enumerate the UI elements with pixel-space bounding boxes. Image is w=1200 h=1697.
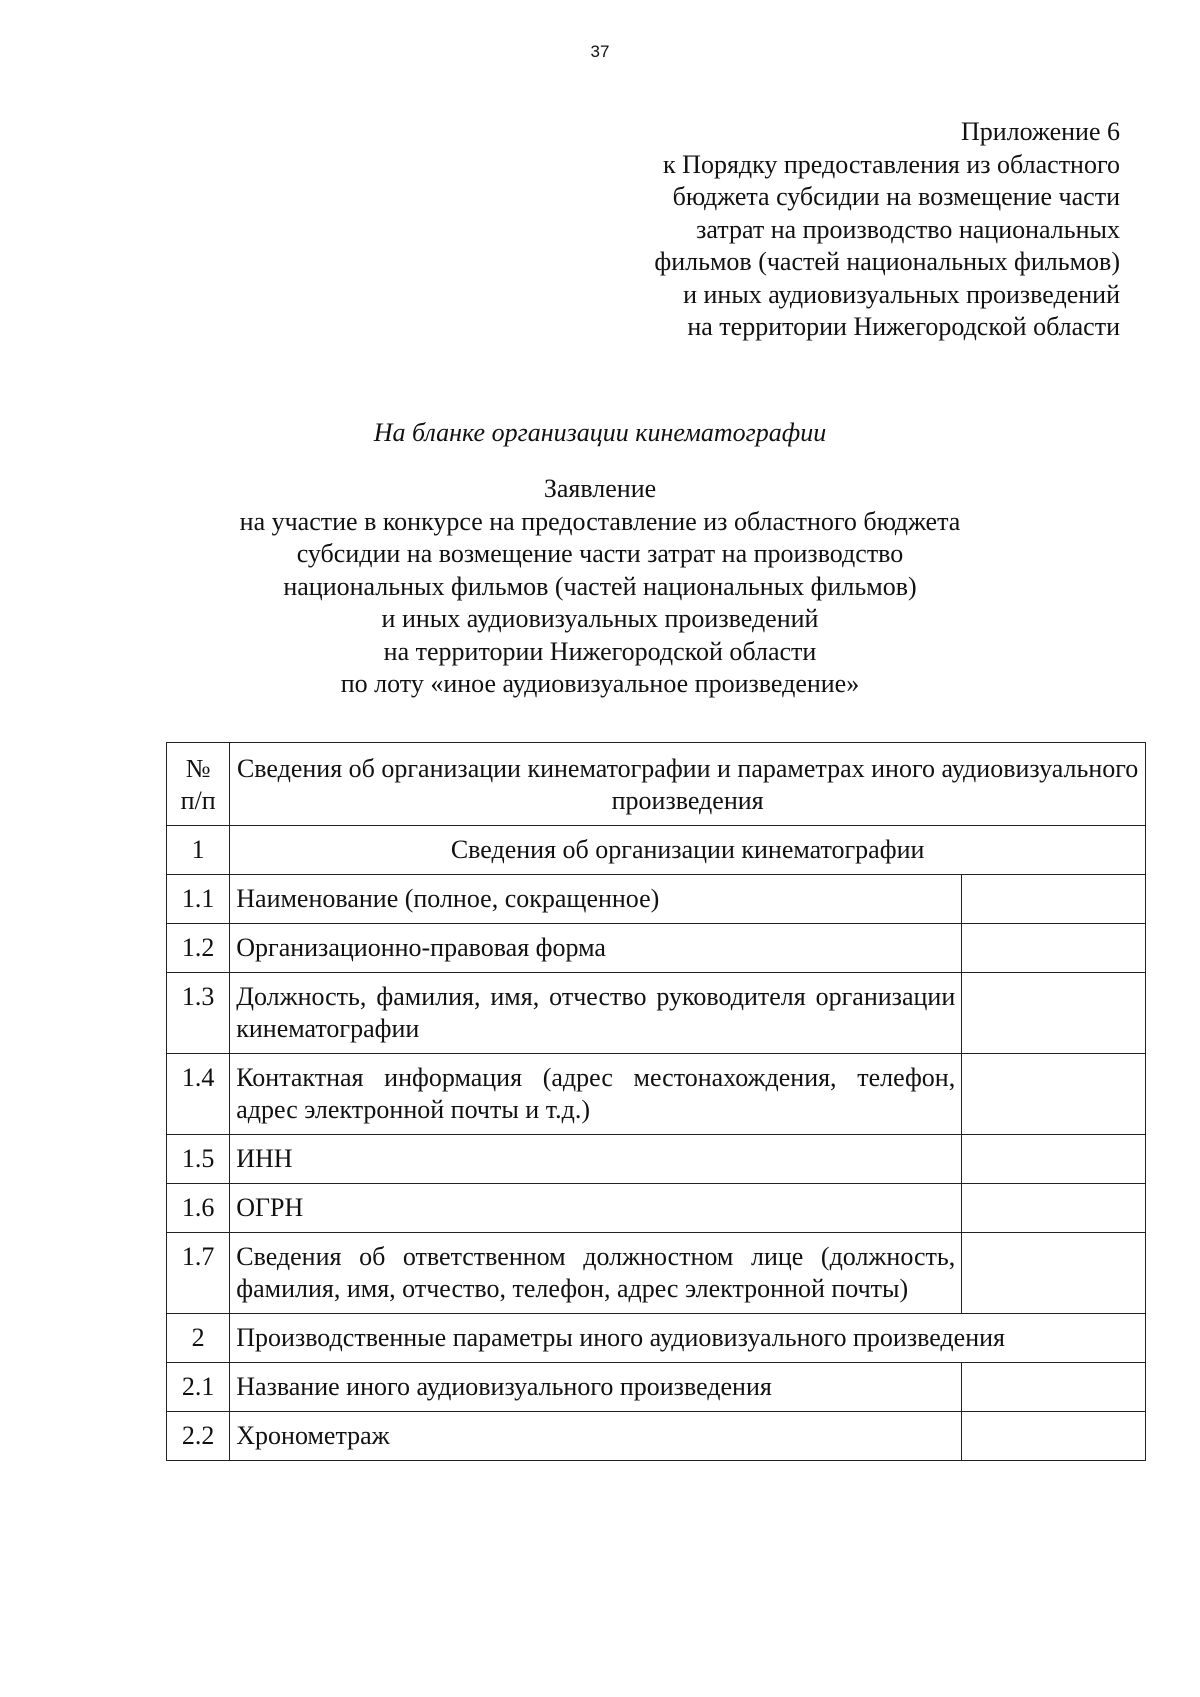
table-row	[167, 1184, 1146, 1233]
title-line: Заявление	[543, 474, 657, 503]
row-label-cell: ИНН	[230, 1135, 962, 1184]
letterhead-note: На бланке организации кинематографии	[373, 418, 827, 447]
table-row	[167, 1233, 1146, 1314]
table-row	[167, 973, 1146, 1054]
row-label-cell: Хронометраж	[230, 1412, 962, 1461]
row-num-cell: 1.6	[167, 1184, 230, 1233]
row-num-cell: 1.7	[167, 1233, 230, 1314]
appendix-line: на территории Нижегородской области	[687, 312, 1120, 341]
section-row	[167, 1314, 1146, 1363]
row-label-cell: Название иного аудиовизуального произведения	[230, 1363, 962, 1412]
appendix-line: Приложение 6	[960, 117, 1120, 146]
row-label-cell: Сведения об ответственном должностном лице (должность, фамилия, имя, отчество, телефон, адрес электронной почты)	[230, 1233, 962, 1314]
title-line: и иных аудиовизуальных произведений	[381, 604, 819, 633]
appendix-line: к Порядку предоставления из областного	[663, 149, 1120, 179]
header-num-cell: № п/п	[167, 743, 230, 826]
appendix-line: фильмов (частей национальных фильмов)	[654, 247, 1120, 276]
section-label-cell: Сведения об организации кинематографии	[230, 826, 1146, 875]
row-value-cell[interactable]	[962, 1412, 1146, 1461]
row-value-cell[interactable]	[962, 973, 1146, 1054]
title-line: субсидии на возмещение части затрат на производство	[296, 539, 904, 568]
row-num-cell: 1.5	[167, 1135, 230, 1184]
row-num-cell: 1.2	[167, 924, 230, 973]
row-num-cell: 2.1	[167, 1363, 230, 1412]
title-line: на участие в конкурсе на предоставление из областного бюджета	[239, 506, 961, 536]
title-line: на территории Нижегородской области	[383, 636, 817, 666]
row-label-cell: ОГРН	[230, 1184, 962, 1233]
section-row	[167, 826, 1146, 875]
table-row	[167, 875, 1146, 924]
row-value-cell[interactable]	[962, 1054, 1146, 1135]
row-label-cell: Контактная информация (адрес местонахождения, телефон, адрес электронной почты и т.д.)	[230, 1054, 962, 1135]
table-row	[167, 1363, 1146, 1412]
table-header-row	[167, 743, 1146, 826]
appendix-line: и иных аудиовизуальных произведений	[683, 279, 1120, 309]
row-num-cell: 2.2	[167, 1412, 230, 1461]
row-value-cell[interactable]	[962, 1233, 1146, 1314]
table-row	[167, 1412, 1146, 1461]
row-num-cell: 1.3	[167, 973, 230, 1054]
page-number: 37	[590, 42, 610, 61]
document-title	[0, 473, 1200, 701]
row-value-cell[interactable]	[962, 1184, 1146, 1233]
section-num-cell: 2	[167, 1314, 230, 1363]
row-value-cell[interactable]	[962, 875, 1146, 924]
row-num-cell: 1.1	[167, 875, 230, 924]
row-value-cell[interactable]	[962, 924, 1146, 973]
table-row	[167, 1054, 1146, 1135]
header-label-cell: Сведения об организации кинематографии и параметрах иного аудиовизуального произведения	[230, 743, 1146, 826]
row-value-cell[interactable]	[962, 1135, 1146, 1184]
row-num-cell: 1.4	[167, 1054, 230, 1135]
row-label-cell: Должность, фамилия, имя, отчество руководителя организации кинематографии	[230, 973, 962, 1054]
table-row	[167, 924, 1146, 973]
appendix-line: затрат на производство национальных	[696, 214, 1120, 244]
section-num-cell: 1	[167, 826, 230, 875]
application-form-table	[166, 742, 1146, 1461]
appendix-line: бюджета субсидии на возмещение части	[672, 182, 1120, 211]
appendix-block	[500, 116, 1120, 344]
title-line: по лоту «иное аудиовизуальное произведение»	[340, 669, 860, 698]
row-label-cell: Наименование (полное, сокращенное)	[230, 875, 962, 924]
section-label-cell: Производственные параметры иного аудиовизуального произведения	[230, 1314, 1146, 1363]
table-row	[167, 1135, 1146, 1184]
row-value-cell[interactable]	[962, 1363, 1146, 1412]
row-label-cell: Организационно-правовая форма	[230, 924, 962, 973]
title-line: национальных фильмов (частей национальных фильмов)	[283, 571, 917, 601]
